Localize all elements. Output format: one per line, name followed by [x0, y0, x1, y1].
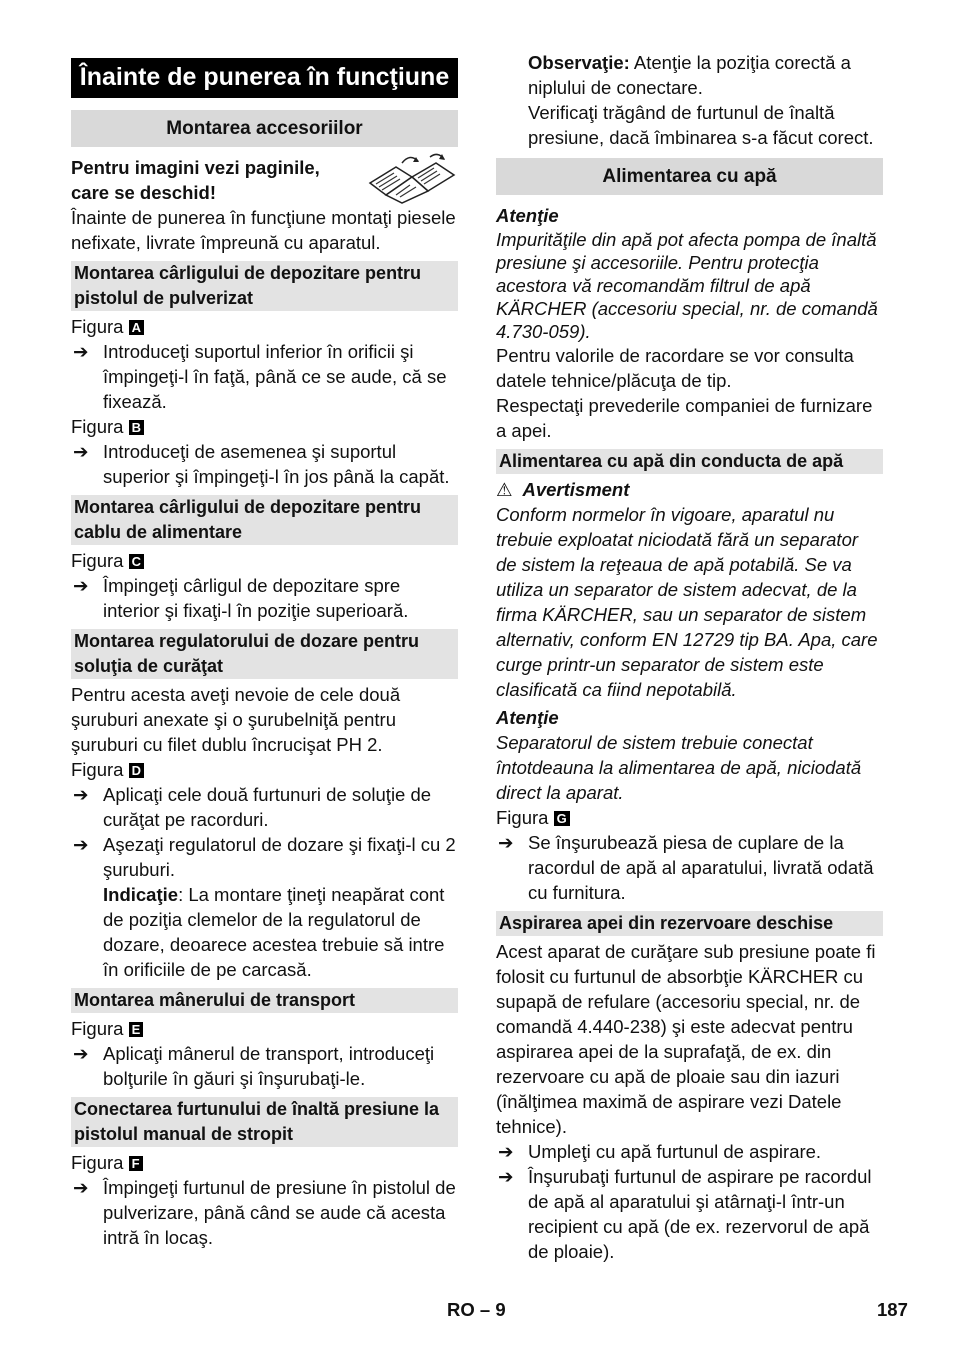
intro-bold: Pentru imagini vezi paginile, care se deschid! — [71, 157, 320, 203]
figure-f: Figura F — [71, 1150, 458, 1175]
arrow-icon: ➔ — [498, 1166, 514, 1187]
dosing-intro: Pentru acesta aveţi nevoie de cele două şuruburi anexate şi o şurubelniţă pentru şuruburi cu filet dublu încrucişat PH 2. — [71, 684, 401, 755]
observation-note: Observaţie: Atenţie la poziţia corectă a niplului de conectare. — [528, 52, 851, 98]
hook-gun-title: Montarea cârligului de depozitare pentru pistolul de pulverizat — [71, 261, 458, 311]
arrow-icon: ➔ — [73, 834, 89, 855]
figure-a: Figura A — [71, 314, 458, 339]
arrow-icon: ➔ — [73, 1043, 89, 1064]
attention-2-text: Separatorul de sistem trebuie conectat întotdeauna la alimentarea de apă, niciodată direct la aparat. — [496, 732, 862, 803]
figure-g: Figura G — [496, 805, 883, 830]
section-accessories-title: Montarea accesoriilor — [71, 110, 458, 147]
intro-text: Înainte de punerea în funcţiune montaţi piesele nefixate, livrate împreună cu aparatul. — [71, 207, 456, 253]
hook-cable-step-1: ➔ Împingeţi cârligul de depozitare spre interior şi fixaţi-l în poziţie superioară. — [73, 575, 409, 621]
water-supply-title: Alimentarea cu apă — [496, 158, 883, 195]
warning-text: Conform normelor în vigoare, aparatul nu trebuie exploatat niciodată fără un separator de sistem la reţeaua de apă potabilă. Se va utiliza un separator de sistem adecvat, de la firma KÄRCHER, sau un separator de sistem alternativ, conform EN 12729 tip BA. Apa, care curge printr-un separator de sistem este clasificată ca fiind nepotabilă. — [496, 504, 878, 700]
hose-title: Conectarea furtunului de înaltă presiune la pistolul manual de stropit — [71, 1097, 458, 1147]
open-tank-text: Acest aparat de curăţare sub presiune poate fi folosit cu furtunul de absorbţie KÄRCHER cu supapă de refulare (accesoriu special, nr. de comandă 4.440-238) şi este adecvat pentru aspirarea apei de la suprafaţă, de ex. din rezervoare cu apă de ploaie sau din iazuri (înălţimea maximă de aspirare vezi Datele tehnice). — [496, 941, 876, 1137]
figure-c: Figura C — [71, 548, 458, 573]
book-icon — [366, 153, 458, 205]
arrow-icon: ➔ — [73, 575, 89, 596]
figure-b-badge: B — [129, 420, 144, 435]
figure-e: Figura E — [71, 1016, 458, 1041]
figure-b: Figura B — [71, 414, 458, 439]
arrow-icon: ➔ — [73, 441, 89, 462]
arrow-icon: ➔ — [73, 784, 89, 805]
hook-cable-title: Montarea cârligului de depozitare pentru cablu de alimentare — [71, 495, 458, 545]
water-text-1: Pentru valorile de racordare se vor consulta datele tehnice/plăcuţa de tip. — [496, 345, 854, 391]
handle-title: Montarea mânerului de transport — [71, 988, 458, 1013]
left-column — [71, 50, 458, 1250]
hook-gun-step-2: ➔ Introduceţi de asemenea şi suportul superior şi împingeţi-l în jos până la capăt. — [73, 441, 450, 487]
figure-d-badge: D — [129, 763, 144, 778]
pipe-step-1: ➔ Se înşurubează piesa de cuplare de la racordul de apă al aparatului, livrată odată cu furnitura. — [498, 832, 874, 903]
right-column — [496, 50, 883, 1264]
figure-g-badge: G — [554, 811, 570, 826]
open-tank-step-2: ➔ Înşurubaţi furtunul de aspirare pe racordul de apă al aparatului şi atârnaţi-l într-un recipient cu apă (de ex. rezervorul de apă de ploaie). — [498, 1166, 872, 1262]
page-label: RO – 9 — [447, 1299, 506, 1320]
main-title: Înainte de punerea în funcţiune — [71, 58, 458, 98]
dosing-title: Montarea regulatorului de dozare pentru soluţia de curăţat — [71, 629, 458, 679]
arrow-icon: ➔ — [498, 832, 514, 853]
open-tank-title: Aspirarea apei din rezervoare deschise — [496, 911, 883, 936]
pipe-supply-title: Alimentarea cu apă din conducta de apă — [496, 449, 883, 474]
warning-icon: ⚠ — [496, 479, 513, 500]
open-tank-step-1: ➔ Umpleţi cu apă furtunul de aspirare. — [498, 1141, 822, 1162]
hook-gun-step-1: ➔ Introduceţi suportul inferior în orificii şi împingeţi-l în faţă, până ce se aude, că se fixează. — [73, 341, 447, 412]
intro-row — [71, 155, 458, 205]
attention-text: Impurităţile din apă pot afecta pompa de înaltă presiune şi accesoriile. Pentru protecţia acestora vă recomandăm filtrul de apă KÄRCHER (accesoriu special, nr. de comandă 4.730-059). — [496, 229, 878, 342]
dosing-note: Indicaţie: La montare ţineţi neapărat cont de poziţia clemelor de la regulatorul de dozare, deoarece acestea trebuie să intre în orificiile de pe carcasă. — [103, 884, 445, 980]
arrow-icon: ➔ — [73, 341, 89, 362]
figure-a-badge: A — [129, 320, 144, 335]
handle-step-1: ➔ Aplicaţi mânerul de transport, introduceţi bolţurile în găuri şi înşurubaţi-le. — [73, 1043, 435, 1089]
page-number: 187 — [877, 1299, 908, 1320]
water-text-2: Respectaţi prevederile companiei de furnizare a apei. — [496, 395, 873, 441]
attention-2-label: Atenţie — [496, 707, 559, 728]
observation-text-2: Verificaţi trăgând de furtunul de înaltă presiune, dacă îmbinarea s-a făcut corect. — [528, 102, 874, 148]
hose-step-1: ➔ Împingeţi furtunul de presiune în pistolul de pulverizare, până când se aude că acesta intră în locaş. — [73, 1177, 456, 1248]
arrow-icon: ➔ — [73, 1177, 89, 1198]
dosing-step-2: ➔ Aşezaţi regulatorul de dozare şi fixaţi-l cu 2 şuruburi. — [73, 834, 456, 880]
figure-c-badge: C — [129, 554, 144, 569]
attention-label: Atenţie — [496, 205, 559, 226]
dosing-step-1: ➔ Aplicaţi cele două furtunuri de soluţie de curăţat pe racorduri. — [73, 784, 432, 830]
figure-d: Figura D — [71, 757, 458, 782]
warning-label-row: ⚠ Avertisment — [496, 479, 630, 500]
arrow-icon: ➔ — [498, 1141, 514, 1162]
figure-e-badge: E — [129, 1022, 144, 1037]
figure-f-badge: F — [129, 1156, 143, 1171]
